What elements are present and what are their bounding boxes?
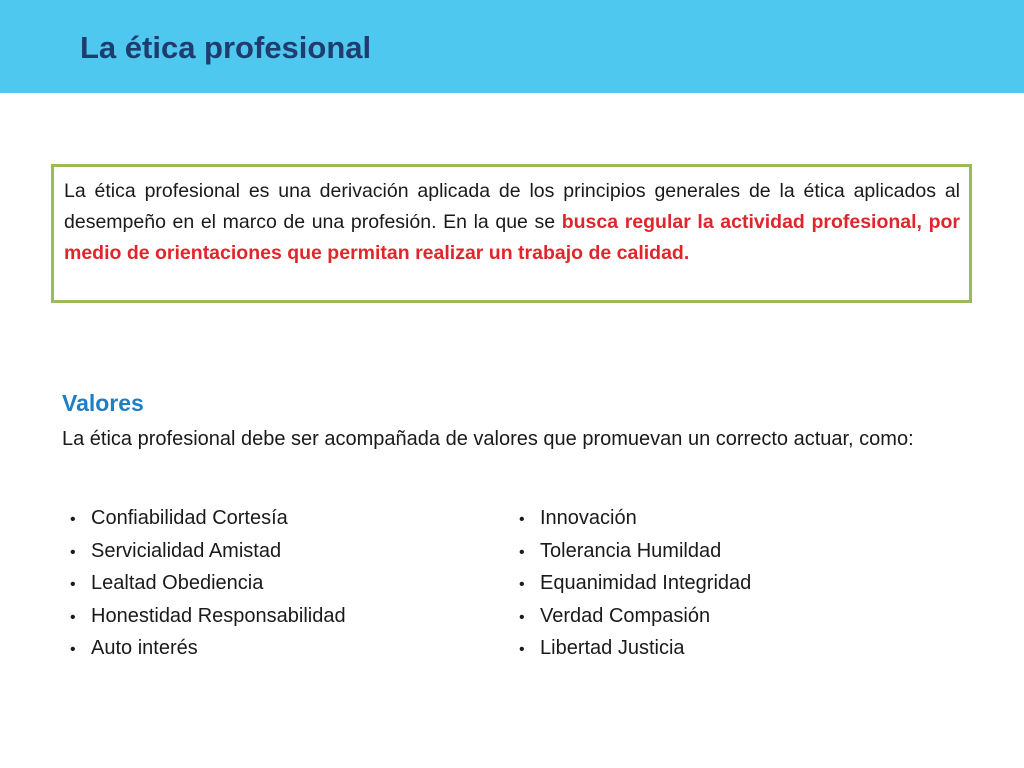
- value-item: [519, 633, 751, 666]
- value-item-label: Equanimidad Integridad: [540, 572, 752, 595]
- value-item-label: Servicialidad Amistad: [91, 539, 282, 562]
- value-item: [519, 503, 751, 536]
- value-item-label: Verdad Compasión: [540, 604, 711, 627]
- bullet-icon: •: [519, 511, 525, 528]
- definition-text-highlight: busca regular la actividad profesional, por medio de orientaciones que permitan realizar un trabajo de calidad.: [64, 211, 960, 264]
- value-item: [519, 601, 751, 634]
- bullet-icon: •: [519, 543, 525, 561]
- bullet-icon: •: [70, 543, 76, 561]
- value-item-label: Confiabilidad Cortesía: [91, 507, 288, 529]
- value-item-label: Lealtad Obediencia: [91, 572, 264, 595]
- value-item: [70, 633, 346, 666]
- value-item: [70, 601, 346, 634]
- definition-text: [64, 176, 960, 269]
- value-item-label: Auto interés: [91, 637, 198, 660]
- value-item: [519, 536, 751, 569]
- values-list-left: [70, 503, 346, 666]
- slide-title: La ética profesional: [80, 30, 372, 65]
- bullet-icon: •: [519, 576, 525, 594]
- bullet-icon: •: [70, 608, 76, 626]
- bullet-icon: •: [70, 576, 76, 594]
- value-item-label: Tolerancia Humildad: [540, 539, 722, 562]
- bullet-icon: •: [70, 641, 76, 659]
- values-heading: Valores: [62, 390, 144, 416]
- value-item: [519, 568, 751, 601]
- bullet-icon: •: [519, 641, 525, 659]
- bullet-icon: •: [70, 511, 76, 528]
- value-item: [70, 536, 346, 569]
- definition-text-plain: La ética profesional es una derivación aplicada de los principios generales de la ética aplicados al desempeño en el marco de una profesión. En la que se: [64, 180, 960, 233]
- value-item-label: Honestidad Responsabilidad: [91, 604, 346, 627]
- values-intro: La ética profesional debe ser acompañada de valores que promuevan un correcto actuar, como:: [62, 428, 914, 450]
- value-item: [70, 568, 346, 601]
- definition-box: [51, 164, 972, 303]
- values-list-right: [519, 503, 751, 666]
- value-item: [70, 503, 346, 536]
- value-item-label: Innovación: [540, 507, 637, 529]
- bullet-icon: •: [519, 608, 525, 626]
- header-band: [0, 0, 1024, 93]
- value-item-label: Libertad Justicia: [540, 637, 685, 660]
